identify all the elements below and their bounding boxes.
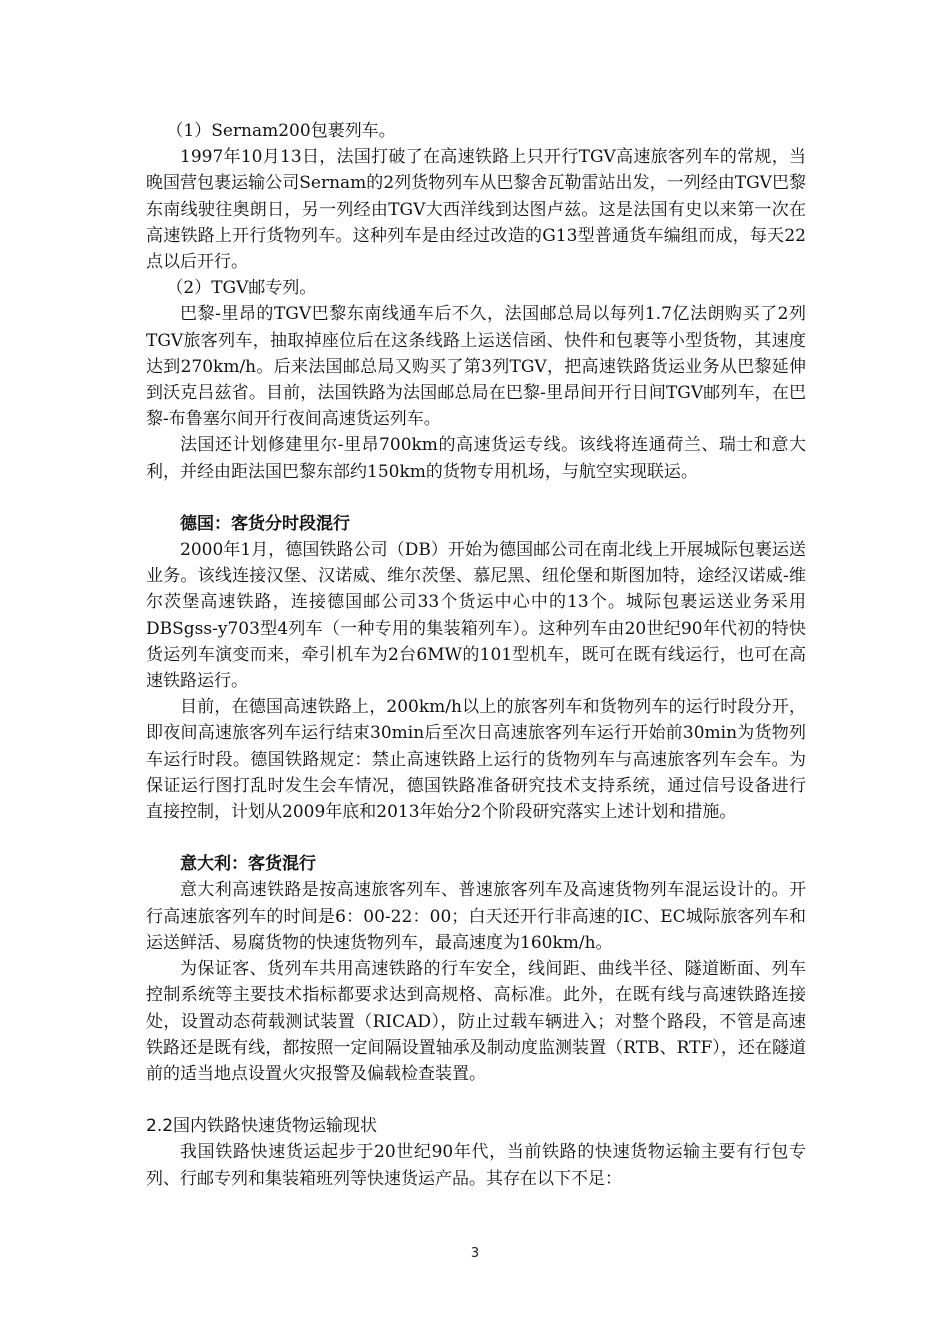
france-plan-paragraph: 法国还计划修建里尔-里昂700km的高速货运专线。该线将连通荷兰、瑞士和意大利，并经由距法国巴黎东部约150km的货物专用机场，与航空实现联运。 bbox=[146, 435, 806, 482]
section-spacer bbox=[146, 485, 806, 511]
italy-paragraph-2: 为保证客、货列车共用高速铁路的行车安全，线间距、曲线半径、隧道断面、列车控制系统等主要技术指标都要求达到高规格、高标准。此外，在既有线与高速铁路连接处，设置动态荷载测试装置（RICAD），防止过载车辆进入；对整个路段，不管是高速铁路还是既有线，都按照一定间隔设置轴承及制动度监测装置（RTB、RTF），还在隧道前的适当地点设置火灾报警及偏载检查装置。 bbox=[146, 959, 806, 1084]
section-spacer bbox=[146, 825, 806, 851]
germany-paragraph-2: 目前，在德国高速铁路上，200km/h以上的旅客列车和货物列车的运行时段分开，即夜间高速旅客列车运行结束30min后至次日高速旅客列车运行开始前30min为货物列车运行时段。德国铁路规定：禁止高速铁路上运行的货物列车与高速旅客列车会车。为保证运行图打乱时发生会车情况，德国铁路准备研究技术支持系统，通过信号设备进行直接控制，计划从2009年底和2013年始分2个阶段研究落实上述计划和措施。 bbox=[146, 697, 806, 823]
italy-paragraph-1: 意大利高速铁路是按高速旅客列车、普速旅客列车及高速货物列车混运设计的。开行高速旅客列车的时间是6：00-22：00；白天还开行非高速的IC、EC城际旅客列车和运送鲜活、易腐货物的快速货物列车，最高速度为160km/h。 bbox=[146, 880, 806, 953]
domestic-section-heading: 2.2国内铁路快速货物运输现状 bbox=[146, 1116, 378, 1137]
document-body bbox=[146, 118, 806, 1192]
france-item2-paragraph: 巴黎-里昂的TGV巴黎东南线通车后不久，法国邮总局以每列1.7亿法朗购买了2列TGV旅客列车，抽取掉座位后在这条线路上运送信函、快件和包裹等小型货物，其速度达到270km/h。后来法国邮总局又购买了第3列TGV，把高速铁路货运业务从巴黎延伸到沃克吕兹省。目前，法国铁路为法国邮总局在巴黎-里昂间开行日间TGV邮列车，在巴黎-布鲁塞尔间开行夜间高速货运列车。 bbox=[146, 304, 806, 430]
section-spacer bbox=[146, 1087, 806, 1113]
france-item1-title: （1）Sernam200包裹列车。 bbox=[166, 121, 396, 141]
france-item1-paragraph: 1997年10月13日，法国打破了在高速铁路上只开行TGV高速旅客列车的常规，当晚国营包裹运输公司Sernam的2列货物列车从巴黎舍瓦勒雷站出发，一列经由TGV巴黎东南线驶往奥朗日，另一列经由TGV大西洋线到达图卢兹。这是法国有史以来第一次在高速铁路上开行货物列车。这种列车是由经过改造的G13型普通货车编组而成，每天22点以后开行。 bbox=[146, 147, 806, 273]
page-number: 3 bbox=[470, 1246, 480, 1261]
domestic-paragraph-1: 我国铁路快速货运起步于20世纪90年代，当前铁路的快速货物运输主要有行包专列、行邮专列和集装箱班列等快速货运产品。其存在以下不足： bbox=[146, 1142, 806, 1189]
italy-heading: 意大利：客货混行 bbox=[180, 854, 316, 875]
france-item2-title: （2）TGV邮专列。 bbox=[166, 278, 317, 299]
germany-paragraph-1: 2000年1月，德国铁路公司（DB）开始为德国邮公司在南北线上开展城际包裹运送业务。该线连接汉堡、汉诺威、维尔茨堡、慕尼黑、纽伦堡和斯图加特，途经汉诺威-维尔茨堡高速铁路，连接德国邮公司33个货运中心中的13个。城际包裹运送业务采用DBSgss-y703型4列车（一种专用的集装箱列车）。这种列车由20世纪90年代初的特快货运列车演变而来，牵引机车为2台6MW的101型机车，既可在既有线运行，也可在高速铁路运行。 bbox=[146, 540, 806, 692]
germany-heading: 德国：客货分时段混行 bbox=[180, 513, 350, 534]
